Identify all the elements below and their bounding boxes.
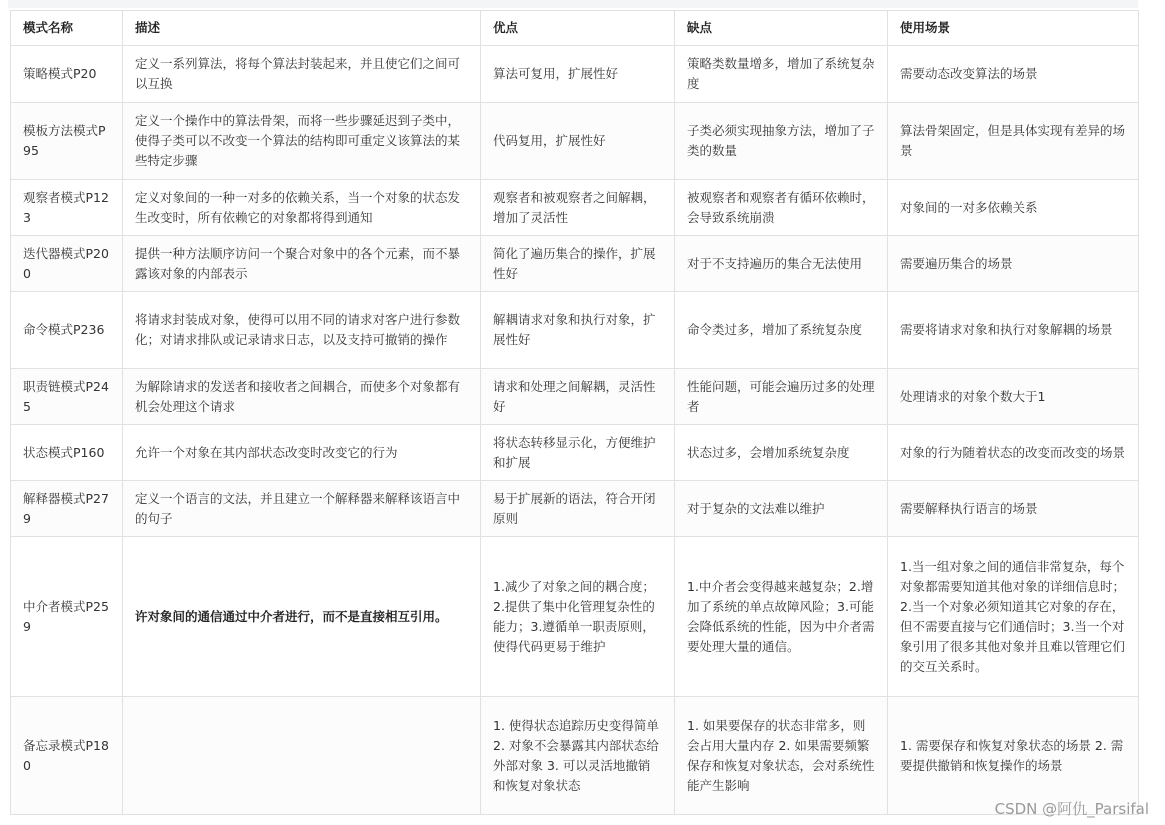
cell-cons: 命令类过多，增加了系统复杂度 [675, 292, 888, 369]
cell-name: 备忘录模式P180 [11, 697, 123, 815]
cell-cons: 1. 如果要保存的状态非常多，则会占用大量内存 2. 如果需要频繁保存和恢复对象状态，会对系统性能产生影响 [675, 697, 888, 815]
header-cons: 缺点 [675, 11, 888, 46]
design-patterns-table [10, 10, 1139, 815]
cell-name: 中介者模式P259 [11, 537, 123, 697]
cell-name: 状态模式P160 [11, 425, 123, 481]
cell-usage: 需要解释执行语言的场景 [888, 481, 1139, 537]
cell-cons: 子类必须实现抽象方法，增加了子类的数量 [675, 103, 888, 180]
cell-description: 允许一个对象在其内部状态改变时改变它的行为 [123, 425, 481, 481]
header-pros: 优点 [481, 11, 675, 46]
cell-name: 模板方法模式P95 [11, 103, 123, 180]
cell-usage: 处理请求的对象个数大于1 [888, 369, 1139, 425]
cell-pros: 易于扩展新的语法，符合开闭原则 [481, 481, 675, 537]
table-row [11, 425, 1139, 481]
cell-cons: 状态过多，会增加系统复杂度 [675, 425, 888, 481]
cell-cons: 1.中介者会变得越来越复杂；2.增加了系统的单点故障风险；3.可能会降低系统的性能，因为中介者需要处理大量的通信。 [675, 537, 888, 697]
cell-description: 定义一个操作中的算法骨架，而将一些步骤延迟到子类中，使得子类可以不改变一个算法的结构即可重定义该算法的某些特定步骤 [123, 103, 481, 180]
cell-description: 提供一种方法顺序访问一个聚合对象中的各个元素，而不暴露该对象的内部表示 [123, 236, 481, 292]
table-header-row [11, 11, 1139, 46]
cell-cons: 策略类数量增多，增加了系统复杂度 [675, 46, 888, 103]
csdn-watermark: CSDN @阿仇_Parsifal [994, 800, 1149, 818]
header-description: 描述 [123, 11, 481, 46]
cell-usage: 需要遍历集合的场景 [888, 236, 1139, 292]
top-bar [8, 0, 1138, 8]
cell-pros: 代码复用，扩展性好 [481, 103, 675, 180]
cell-usage: 对象的行为随着状态的改变而改变的场景 [888, 425, 1139, 481]
cell-usage: 对象间的一对多依赖关系 [888, 180, 1139, 236]
table-row [11, 481, 1139, 537]
cell-description: 定义一系列算法，将每个算法封装起来，并且使它们之间可以互换 [123, 46, 481, 103]
cell-cons: 性能问题，可能会遍历过多的处理者 [675, 369, 888, 425]
cell-name: 职责链模式P245 [11, 369, 123, 425]
cell-description [123, 697, 481, 815]
table-row [11, 537, 1139, 697]
table-row [11, 236, 1139, 292]
cell-pros: 1.减少了对象之间的耦合度；2.提供了集中化管理复杂性的能力；3.遵循单一职责原则，使得代码更易于维护 [481, 537, 675, 697]
cell-description: 为解除请求的发送者和接收者之间耦合，而使多个对象都有机会处理这个请求 [123, 369, 481, 425]
cell-pros: 算法可复用，扩展性好 [481, 46, 675, 103]
cell-description: 定义一个语言的文法，并且建立一个解释器来解释该语言中的句子 [123, 481, 481, 537]
cell-pros: 解耦请求对象和执行对象，扩展性好 [481, 292, 675, 369]
table-row [11, 697, 1139, 815]
cell-usage: 1. 需要保存和恢复对象状态的场景 2. 需要提供撤销和恢复操作的场景 [888, 697, 1139, 815]
cell-pros: 观察者和被观察者之间解耦，增加了灵活性 [481, 180, 675, 236]
cell-cons: 对于不支持遍历的集合无法使用 [675, 236, 888, 292]
cell-pros: 1. 使得状态追踪历史变得简单 2. 对象不会暴露其内部状态给外部对象 3. 可以灵活地撤销和恢复对象状态 [481, 697, 675, 815]
table-row [11, 103, 1139, 180]
table-row [11, 46, 1139, 103]
cell-usage: 算法骨架固定，但是具体实现有差异的场景 [888, 103, 1139, 180]
table-row [11, 180, 1139, 236]
header-usage: 使用场景 [888, 11, 1139, 46]
cell-cons: 被观察者和观察者有循环依赖时，会导致系统崩溃 [675, 180, 888, 236]
header-name: 模式名称 [11, 11, 123, 46]
cell-pros: 简化了遍历集合的操作，扩展性好 [481, 236, 675, 292]
cell-usage: 需要将请求对象和执行对象解耦的场景 [888, 292, 1139, 369]
cell-description: 将请求封装成对象，使得可以用不同的请求对客户进行参数化；对请求排队或记录请求日志，以及支持可撤销的操作 [123, 292, 481, 369]
cell-pros: 将状态转移显示化，方便维护和扩展 [481, 425, 675, 481]
cell-pros: 请求和处理之间解耦，灵活性好 [481, 369, 675, 425]
cell-description: 许对象间的通信通过中介者进行，而不是直接相互引用。 [123, 537, 481, 697]
table-row [11, 292, 1139, 369]
cell-name: 命令模式P236 [11, 292, 123, 369]
cell-description: 定义对象间的一种一对多的依赖关系，当一个对象的状态发生改变时，所有依赖它的对象都将得到通知 [123, 180, 481, 236]
cell-usage: 1.当一组对象之间的通信非常复杂，每个对象都需要知道其他对象的详细信息时；2.当一个对象必须知道其它对象的存在，但不需要直接与它们通信时；3.当一个对象引用了很多其他对象并且难以管理它们的交互关系时。 [888, 537, 1139, 697]
cell-name: 观察者模式P123 [11, 180, 123, 236]
table-row [11, 369, 1139, 425]
cell-name: 解释器模式P279 [11, 481, 123, 537]
cell-cons: 对于复杂的文法难以维护 [675, 481, 888, 537]
cell-name: 策略模式P20 [11, 46, 123, 103]
cell-name: 迭代器模式P200 [11, 236, 123, 292]
cell-usage: 需要动态改变算法的场景 [888, 46, 1139, 103]
